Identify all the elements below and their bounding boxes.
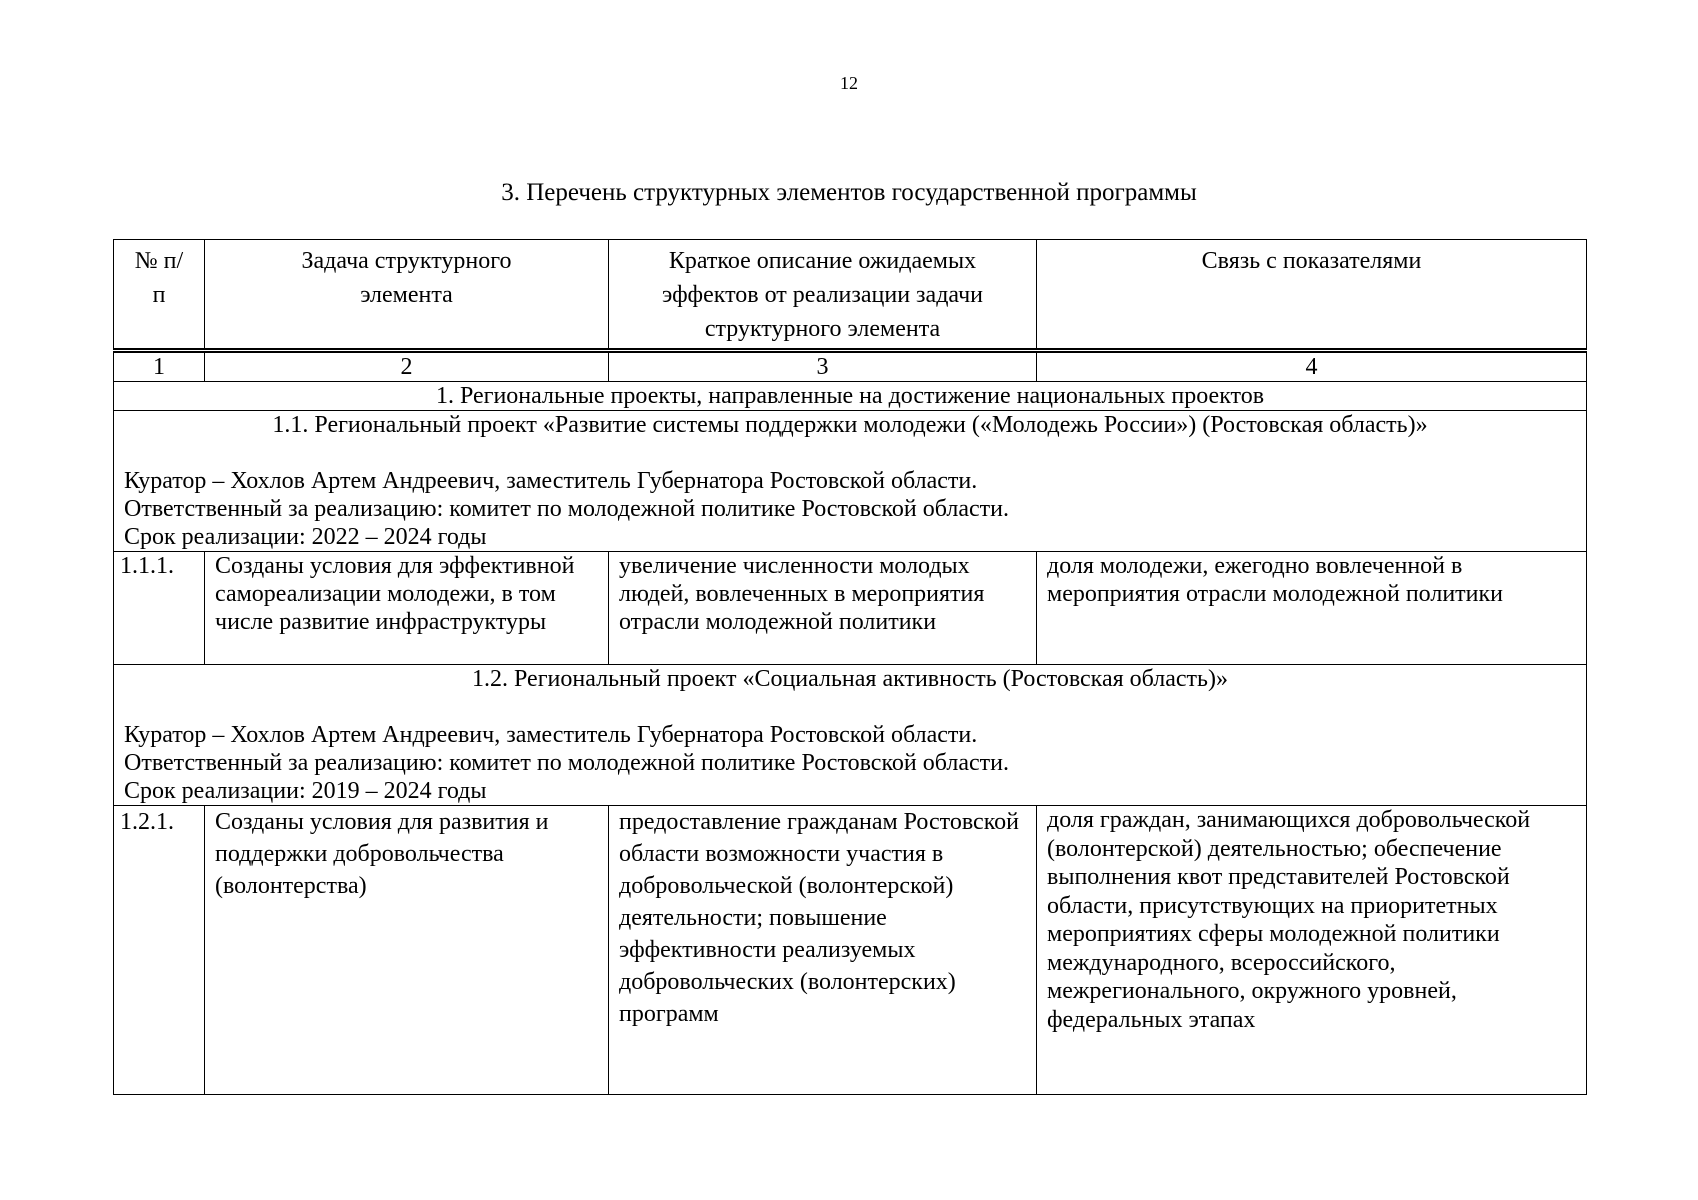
page-number: 12 (840, 73, 858, 93)
table-row (114, 806, 1587, 1095)
project-row (114, 411, 1587, 552)
project-info-block (114, 665, 1587, 806)
project-term: Срок реализации: 2019 – 2024 годы (124, 778, 487, 804)
section-row (114, 382, 1587, 411)
header-row (114, 240, 1587, 351)
column-number: 4 (1037, 351, 1587, 382)
section-title: 1. Региональные проекты, направленные на достижение национальных проектов (114, 382, 1587, 411)
header-number: № п/п (114, 240, 205, 351)
table-row (114, 552, 1587, 665)
effects-cell: увеличение численности молодых людей, вовлеченных в мероприятия отрасли молодежной политики (609, 552, 1037, 665)
column-number: 2 (205, 351, 609, 382)
project-info-block (114, 411, 1587, 552)
column-number: 1 (114, 351, 205, 382)
project-title: 1.2. Региональный проект «Социальная активность (Ростовская область)» (472, 666, 1228, 692)
task-cell: Созданы условия для развития и поддержки добровольчества (волонтерства) (205, 806, 609, 1095)
structural-elements-table (113, 239, 1587, 1095)
column-number: 3 (609, 351, 1037, 382)
project-responsible: Ответственный за реализацию: комитет по молодежной политике Ростовской области. (124, 750, 1009, 776)
indicators-cell: доля молодежи, ежегодно вовлеченной в мероприятия отрасли молодежной политики (1037, 552, 1587, 665)
column-numbers-row (114, 351, 1587, 382)
header-effects: Краткое описание ожидаемых эффектов от реализации задачи структурного элемента (609, 240, 1037, 351)
project-responsible: Ответственный за реализацию: комитет по молодежной политике Ростовской области. (124, 496, 1009, 522)
header-indicators: Связь с показателями (1037, 240, 1587, 351)
task-cell: Созданы условия для эффективной самореализации молодежи, в том числе развитие инфраструктуры (205, 552, 609, 665)
project-curator: Куратор – Хохлов Артем Андреевич, заместитель Губернатора Ростовской области. (124, 468, 978, 494)
project-row (114, 665, 1587, 806)
project-term: Срок реализации: 2022 – 2024 годы (124, 524, 487, 550)
project-curator: Куратор – Хохлов Артем Андреевич, заместитель Губернатора Ростовской области. (124, 722, 978, 748)
effects-cell: предоставление гражданам Ростовской области возможности участия в добровольческой (волонтерской) деятельности; повышение эффективности реализуемых добровольческих (волонтерских) программ (609, 806, 1037, 1095)
row-number: 1.1.1. (114, 552, 205, 665)
indicators-cell: доля граждан, занимающихся добровольческой (волонтерской) деятельностью; обеспечение выполнения квот представителей Ростовской области, присутствующих на приоритетных мероприятиях сферы молодежной политики международного, всероссийского, межрегионального, окружного уровней, федеральных этапах (1037, 806, 1587, 1095)
row-number: 1.2.1. (114, 806, 205, 1095)
project-title: 1.1. Региональный проект «Развитие системы поддержки молодежи («Молодежь России») (Ростовская область)» (272, 412, 1428, 438)
header-task: Задача структурного элемента (205, 240, 609, 351)
page-title: 3. Перечень структурных элементов государственной программы (501, 179, 1197, 206)
